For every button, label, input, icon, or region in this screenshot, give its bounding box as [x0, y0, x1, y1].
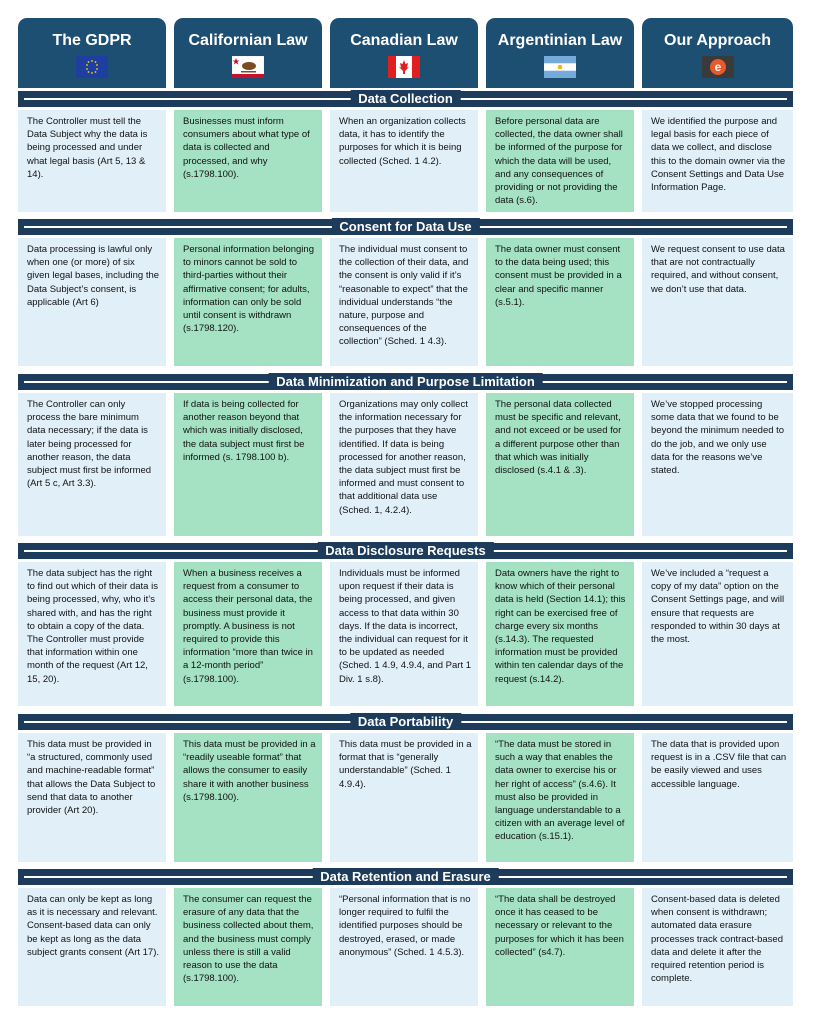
cell-gdpr: The data subject has the right to find out which of their data is being processed, why, who it’s shared with, and has the right to obtain a copy of the data. The Controller must provide that information within one month of the request (Art 12, 15, 20).	[18, 562, 166, 706]
section-title: Data Retention and Erasure	[312, 868, 499, 885]
cell-canada: This data must be provided in a format that is “generally understandable” (Sched. 1 4.9.4).	[330, 733, 478, 862]
column-title: Canadian Law	[350, 32, 458, 49]
column-header-argentina	[486, 18, 634, 88]
cell-canada: Individuals must be informed upon request if their data is being processed, and given access to that data within 30 days. If the data is incorrect, the individual can request for it to be updated as needed (Sched. 1 4.9, 4.9.4, and Part 1 Div. 1 s.8).	[330, 562, 478, 706]
cell-canada: “Personal information that is no longer required to fulfil the identified purposes should be destroyed, erased, or made anonymous” (Sched. 1 4.5.3).	[330, 888, 478, 1006]
column-header-california	[174, 18, 322, 88]
section-title: Data Disclosure Requests	[317, 542, 493, 559]
cell-our-approach: We request consent to use data that are not contractually required, and without consent, we don’t use that data.	[642, 238, 793, 366]
cell-gdpr: Data processing is lawful only when one (or more) of six given legal bases, including the Data Subject’s consent, is applicable (Art 6)	[18, 238, 166, 366]
cell-canada: Organizations may only collect the information necessary for the purposes that they have identified. If data is being processed for another reason, the data subject must first be informed and must consent to that additional data use (Sched. 1, 4.2.4).	[330, 393, 478, 536]
section-title: Consent for Data Use	[331, 218, 479, 235]
section-band-consent	[18, 219, 793, 235]
section-band-disclosure-requests	[18, 543, 793, 559]
section-band-data-collection	[18, 91, 793, 107]
column-title: The GDPR	[52, 32, 132, 49]
cell-our-approach: We’ve included a “request a copy of my data” option on the Consent Settings page, and will ensure that requests are responded to within 30 days at the most.	[642, 562, 793, 706]
cell-our-approach: Consent-based data is deleted when consent is withdrawn; automated data erasure processes track contract-based data and delete it after the required retention period is complete.	[642, 888, 793, 1006]
section-band-data-minimization	[18, 374, 793, 390]
canada-flag-icon	[388, 56, 420, 78]
cell-gdpr: Data can only be kept as long as it is necessary and relevant. Consent-based data can only be kept as long as the data subject grants consent (Art 17).	[18, 888, 166, 1006]
section-band-data-portability	[18, 714, 793, 730]
eu-flag-icon	[76, 56, 108, 78]
company-logo-icon	[702, 56, 734, 78]
cell-california: If data is being collected for another reason beyond that which was initially disclosed, the data subject must first be informed (s. 1798.100 b).	[174, 393, 322, 536]
cell-gdpr: The Controller can only process the bare minimum data necessary; if the data is later being processed for another reason, the data subject must first be informed (Art 5 c, Art 3.3).	[18, 393, 166, 536]
cell-argentina: The personal data collected must be specific and relevant, and not exceed or be used for a different purpose other than that which was initially disclosed (s.4.1 & .3).	[486, 393, 634, 536]
cell-canada: The individual must consent to the collection of their data, and the consent is only valid if it’s “reasonable to expect” that the individual understands “the nature, purpose and consequences of the collection” (Sched. 1 4.3).	[330, 238, 478, 366]
cell-argentina: Data owners have the right to know which of their personal data is held (Section 14.1); this right can be exercised free of charge every six months (s.14.3). The requested information must be provided within ten calendar days of the request (s.14.2).	[486, 562, 634, 706]
cell-california: Personal information belonging to minors cannot be sold to third-parties without their affirmative consent; for adults, information can only be sold until consent is withdrawn (s.1798.120).	[174, 238, 322, 366]
section-title: Data Collection	[350, 90, 461, 107]
cell-our-approach: We’ve stopped processing some data that we found to be beyond the minimum needed to do the job, and we only use data for the reasons we’ve stated.	[642, 393, 793, 536]
cell-argentina: Before personal data are collected, the data owner shall be informed of the purpose for which the data will be used, and any consequences of providing or not providing the data (s.6).	[486, 110, 634, 212]
cell-california: Businesses must inform consumers about what type of data is collected and processed, and why (s.1798.100).	[174, 110, 322, 212]
cell-argentina: The data owner must consent to the data being used; this consent must be provided in a clear and specific manner (s.5.1).	[486, 238, 634, 366]
cell-california: The consumer can request the erasure of any data that the business collected about them, and the business must comply unless there is still a valid reason to use the data (s.1798.100).	[174, 888, 322, 1006]
cell-california: This data must be provided in a “readily useable format” that allows the consumer to easily share it with another business (s.1798.100).	[174, 733, 322, 862]
cell-california: When a business receives a request from a consumer to access their personal data, the business must provide it promptly. A business is not required to provide this information “more than twice in a 12-month period” (s.1798.100).	[174, 562, 322, 706]
column-header-gdpr	[18, 18, 166, 88]
column-title: Argentinian Law	[497, 32, 623, 49]
cell-canada: When an organization collects data, it has to identify the purposes for which it is being collected (Sched. 1 4.2).	[330, 110, 478, 212]
cell-argentina: “The data shall be destroyed once it has ceased to be necessary or relevant to the purposes for which it has been collected” (s4.7).	[486, 888, 634, 1006]
section-title: Data Minimization and Purpose Limitation	[268, 373, 543, 390]
column-header-canada	[330, 18, 478, 88]
cell-argentina: “The data must be stored in such a way that enables the data owner to exercise his or her right of access” (s.4.6). It must also be provided in language understandable to a citizen with an average level of education (s.15.1).	[486, 733, 634, 862]
cell-gdpr: This data must be provided in “a structured, commonly used and machine-readable format” that allows the Data Subject to send that data to another provider (Art 20).	[18, 733, 166, 862]
column-header-our-approach	[642, 18, 793, 88]
section-band-retention-erasure	[18, 869, 793, 885]
svg-text:e: e	[714, 60, 721, 74]
section-title: Data Portability	[350, 713, 461, 730]
cell-our-approach: We identified the purpose and legal basis for each piece of data we collect, and disclose this to the domain owner via the Consent Settings and Data Use Information Page.	[642, 110, 793, 212]
column-title: Our Approach	[664, 32, 771, 49]
argentina-flag-icon	[544, 56, 576, 78]
column-title: Californian Law	[188, 32, 308, 49]
california-flag-icon	[232, 56, 264, 78]
cell-our-approach: The data that is provided upon request is in a .CSV file that can be easily viewed and uses accessible language.	[642, 733, 793, 862]
cell-gdpr: The Controller must tell the Data Subject why the data is being processed and under what legal basis (Art 5, 13 & 14).	[18, 110, 166, 212]
